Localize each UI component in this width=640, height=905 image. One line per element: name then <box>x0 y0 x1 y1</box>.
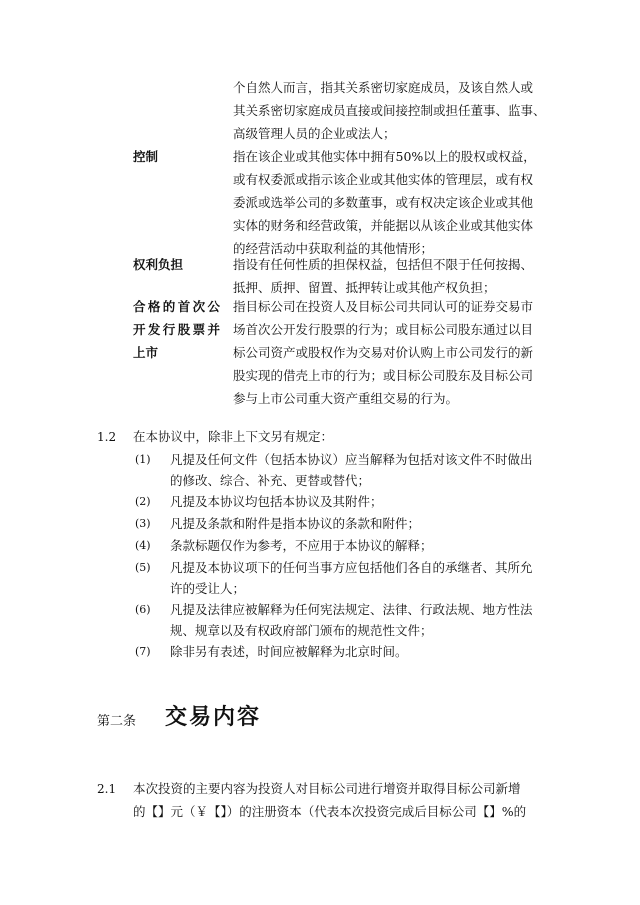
definition-text-line: 参与上市公司重大资产重组交易的行为。 <box>233 391 459 406</box>
definition-text-line: 场首次公开发行股票的行为；或目标公司股东通过以目 <box>233 322 534 337</box>
definition-term-qualified-ipo: 上市 <box>133 345 159 360</box>
list-item-number: (7) <box>135 645 151 658</box>
definition-text-line: 个自然人而言，指其关系密切家庭成员，及该自然人或 <box>233 80 534 95</box>
list-item-text: 规、规章以及有权政府部门颁布的规范性文件； <box>170 623 433 638</box>
clause-text-line: 本次投资的主要内容为投资人对目标公司进行增资并取得目标公司新增 <box>133 781 521 796</box>
list-item-text: 凡提及法律应被解释为任何宪法规定、法律、行政法规、地方性法 <box>170 602 533 617</box>
clause-text-line: 的【】元（￥【】）的注册资本（代表本次投资完成后目标公司【】%的 <box>133 804 527 819</box>
definition-text-line: 股实现的借壳上市的行为；或目标公司股东及目标公司 <box>233 368 534 383</box>
list-item-number: (2) <box>135 495 151 508</box>
definition-text-line: 其关系密切家庭成员直接或间接控制或担任董事、监事、 <box>233 103 546 118</box>
definition-text-line: 指目标公司在投资人及目标公司共同认可的证券交易市 <box>233 299 534 314</box>
list-item-text: 除非另有表述，时间应被解释为北京时间。 <box>170 644 408 659</box>
clause-intro: 在本协议中，除非上下文另有规定： <box>133 429 334 444</box>
article-title: 交易内容 <box>165 705 262 730</box>
list-item-text: 凡提及本协议项下的任何当事方应包括他们各自的承继者、其所允 <box>170 560 533 575</box>
definition-text-line: 实体的财务和经营政策，并能据以从该企业或其他实体 <box>233 218 534 233</box>
definition-text-line: 标公司资产或股权作为交易对价认购上市公司发行的新 <box>233 345 534 360</box>
list-item-text: 条款标题仅作为参考，不应用于本协议的解释； <box>170 538 433 553</box>
definition-text-line: 抵押、质押、留置、抵押转让或其他产权负担； <box>233 280 496 295</box>
definition-term-control: 控制 <box>133 149 159 164</box>
definition-text-line: 指设有任何性质的担保权益，包括但不限于任何按揭、 <box>233 257 534 272</box>
list-item-text: 凡提及本协议均包括本协议及其附件； <box>170 494 383 509</box>
list-item-number: (3) <box>135 517 151 530</box>
list-item-number: (5) <box>135 561 151 574</box>
list-item-number: (4) <box>135 539 151 552</box>
list-item-text: 凡提及任何文件（包括本协议）应当解释为包括对该文件不时做出 <box>170 452 533 467</box>
list-item-text: 凡提及条款和附件是指本协议的条款和附件； <box>170 516 421 531</box>
definition-term-encumbrance: 权利负担 <box>133 257 184 272</box>
definition-text-line: 的经营活动中获取利益的其他情形； <box>233 241 434 256</box>
clause-number: 2.1 <box>97 782 117 796</box>
list-item-text: 的修改、综合、补充、更替或替代； <box>170 473 371 488</box>
definition-term-qualified-ipo: 开发行股票并 <box>133 322 223 337</box>
definition-text-line: 高级管理人员的企业或法人； <box>233 126 396 141</box>
definition-term-qualified-ipo: 合格的首次公 <box>133 299 223 314</box>
list-item-number: (6) <box>135 603 151 616</box>
definition-text-line: 或有权委派或指示该企业或其他实体的管理层，或有权 <box>233 172 534 187</box>
list-item-text: 许的受让人； <box>170 581 246 596</box>
article-label: 第二条 <box>97 714 137 729</box>
definition-text-line: 委派或选举公司的多数董事，或有权决定该企业或其他 <box>233 195 534 210</box>
list-item-number: (1) <box>135 453 151 466</box>
definition-text-line: 指在该企业或其他实体中拥有50%以上的股权或权益， <box>233 149 536 164</box>
clause-number: 1.2 <box>97 430 117 444</box>
